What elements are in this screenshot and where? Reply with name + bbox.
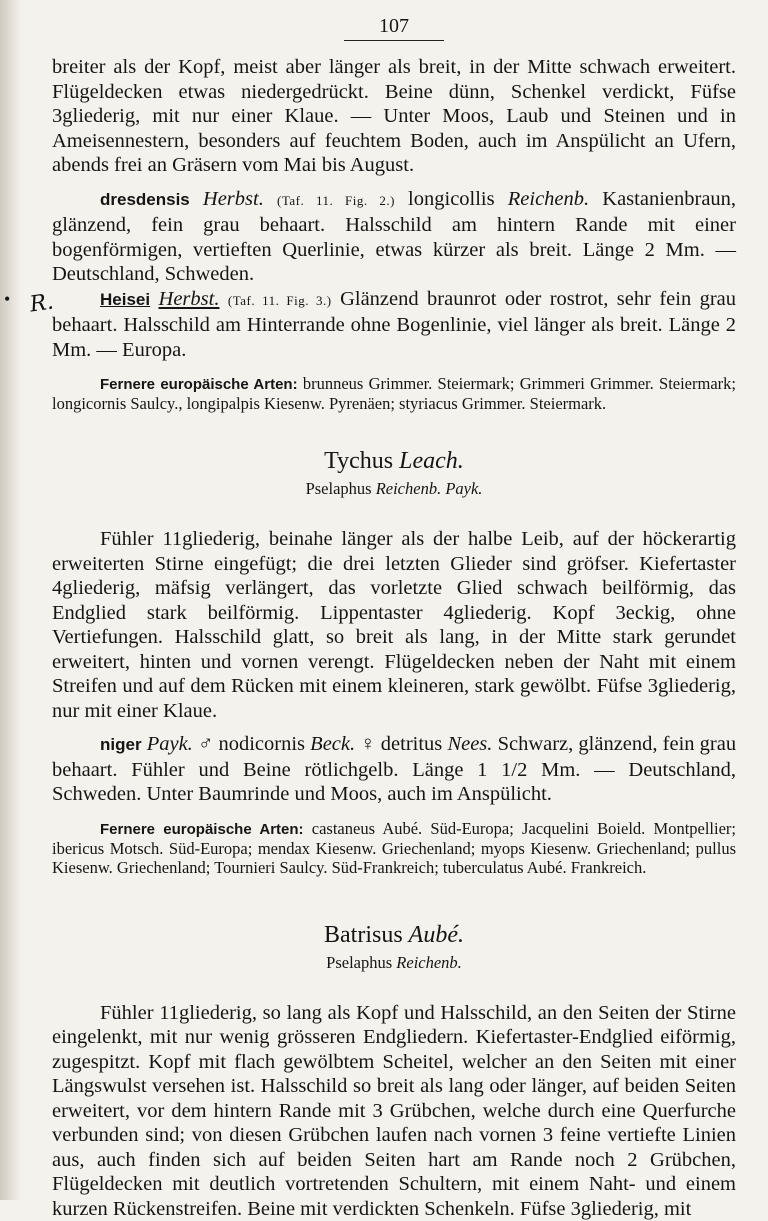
species-name: dresdensis xyxy=(100,190,190,209)
genus-synonym-tychus xyxy=(52,479,736,499)
page-number: 107 xyxy=(52,12,736,40)
genus-author: Aubé. xyxy=(409,922,464,948)
species-heisei xyxy=(52,287,736,363)
species-niger xyxy=(52,732,736,807)
species-name: Heisei xyxy=(100,290,150,309)
species-author: Herbst. xyxy=(159,288,220,310)
further-species-2 xyxy=(52,819,736,877)
intro-paragraph: breiter als der Kopf, meist aber länger als breit, in der Mitte schwach erweitert. Flügeldecken etwas niedergedrückt. Beine dünn, Schenkel verdickt, Füfse 3gliederig, mit nur einer Klaue. — Unter Moos, Laub und Steinen und in Ameisennestern, besonders auf feuchtem Boden, auch im Anspülicht an Ufern, abends frei an Gräsern vom Mai bis August. xyxy=(52,55,736,178)
further-species-text: brunneus Grimmer. Steiermark; Grimmeri Grimmer. Steiermark; longicornis Saulcy., longipalpis Kiesenw. Pyrenäen; styriacus Grimmer. Steiermark. xyxy=(52,374,736,413)
further-species-label: Fernere europäische Arten: xyxy=(100,821,304,838)
genus-description-tychus: Fühler 11gliederig, beinahe länger als der halbe Leib, auf der höckerartig erweiterten Stirne eingefügt; die drei letzten Glieder sind gröfser. Kiefertaster 4gliederig, mäfsig verlängert, das vorletzte Glied schwach beilförmig, das Endglied stark beilförmig. Lippentaster 4gliederig. Kopf 3eckig, ohne Vertiefungen. Halsschild glatt, so breit als lang, in der Mitte stark gerundet erweitert, hinten und vornen verengt. Flügeldecken neben der Naht mit einem Streifen und auf dem Rücken mit einem kleineren, stark gewölbt. Füfse 3gliederig, nur mit einer Klaue. xyxy=(52,527,736,723)
species-heisei-block xyxy=(52,287,736,363)
species-description: Glänzend braunrot oder rostrot, sehr fein grau behaart. Halsschild am Hinterrande ohne Bogenlinie, viel länger als breit. Länge 2 Mm. — Europa. xyxy=(52,288,736,361)
genus-name: Batrisus xyxy=(324,922,403,948)
genus-author: Leach. xyxy=(399,448,464,474)
further-species-text: castaneus Aubé. Süd-Europa; Jacquelini Boield. Montpellier; ibericus Motsch. Süd-Europa; mendax Kiesenw. Griechenland; myops Kiesenw. Griechenland; pullus Kiesenw. Griechenland; Tournieri Saulcy. Süd-Frankreich; tuberculatus Aubé. Frankreich. xyxy=(52,819,736,877)
synonym-author: Beck. xyxy=(310,733,355,755)
page-binding-shadow xyxy=(0,0,22,1200)
synonym-authors: Reichenb. xyxy=(396,953,462,972)
book-page xyxy=(52,12,736,1221)
synonym: detritus xyxy=(381,733,443,755)
handwritten-annotation: R. xyxy=(28,290,55,318)
synonym: nodicornis xyxy=(218,733,305,755)
further-species-1 xyxy=(52,374,736,413)
species-author: Herbst. xyxy=(203,188,264,210)
genus-synonym-batrisus xyxy=(52,953,736,973)
synonym-authors: Reichenb. Payk. xyxy=(376,479,483,498)
margin-dot: • xyxy=(4,287,10,312)
species-author: Payk. xyxy=(147,733,193,755)
genus-title-batrisus xyxy=(52,921,736,949)
genus-name: Tychus xyxy=(324,448,393,474)
genus-description-batrisus: Fühler 11gliederig, so lang als Kopf und Halsschild, an den Seiten der Stirne eingelenkt, mit nur wenig grösseren Endgliedern. Kiefertaster-Endglied eiförmig, zugespitzt. Kopf mit flach gewölbtem Scheitel, welcher an den Seiten mit einer Längswulst versehen ist. Halsschild so breit als lang oder länger, auf beiden Seiten erweitert, vor dem hintern Rande mit 3 Grübchen, welche durch eine Querfurche verbunden sind; von diesen Grübchen laufen nach vornen 3 feine vertiefte Linien aus, auch finden sich auf beiden Seiten hart am Rande noch 2 Grübchen, Flügeldecken mit deutlich vortretenden Schultern, mit einem Naht- und einem kurzen Rückenstreifen. Beine mit verdickten Schenkeln. Füfse 3gliederig, mit xyxy=(52,1001,736,1221)
species-name: niger xyxy=(100,735,142,754)
genus-title-tychus xyxy=(52,447,736,475)
figure-ref: (Taf. 11. Fig. 3.) xyxy=(228,293,332,308)
species-dresdensis xyxy=(52,187,736,287)
page-number-rule xyxy=(344,40,444,41)
synonym: Pselaphus xyxy=(326,953,392,972)
synonym-author: Nees. xyxy=(447,733,492,755)
figure-ref: (Taf. 11. Fig. 2.) xyxy=(277,193,395,208)
synonym: longicollis xyxy=(408,188,495,210)
synonym-author: Reichenb. xyxy=(508,188,589,210)
species-description: Kastanienbraun, glänzend, fein grau behaart. Halsschild am hintern Rande mit einer bogenförmigen, vertieften Querlinie, etwas kürzer als breit. Länge 2 Mm. — Deutschland, Schweden. xyxy=(52,188,736,286)
further-species-label: Fernere europäische Arten: xyxy=(100,376,298,393)
female-symbol: ♀ xyxy=(360,733,375,755)
synonym: Pselaphus xyxy=(306,479,372,498)
male-symbol: ♂ xyxy=(198,733,213,755)
species-description: Schwarz, glänzend, fein grau behaart. Fühler und Beine rötlichgelb. Länge 1 1/2 Mm. — Deutschland, Schweden. Unter Baumrinde und Moos, auch im Anspülicht. xyxy=(52,733,736,805)
